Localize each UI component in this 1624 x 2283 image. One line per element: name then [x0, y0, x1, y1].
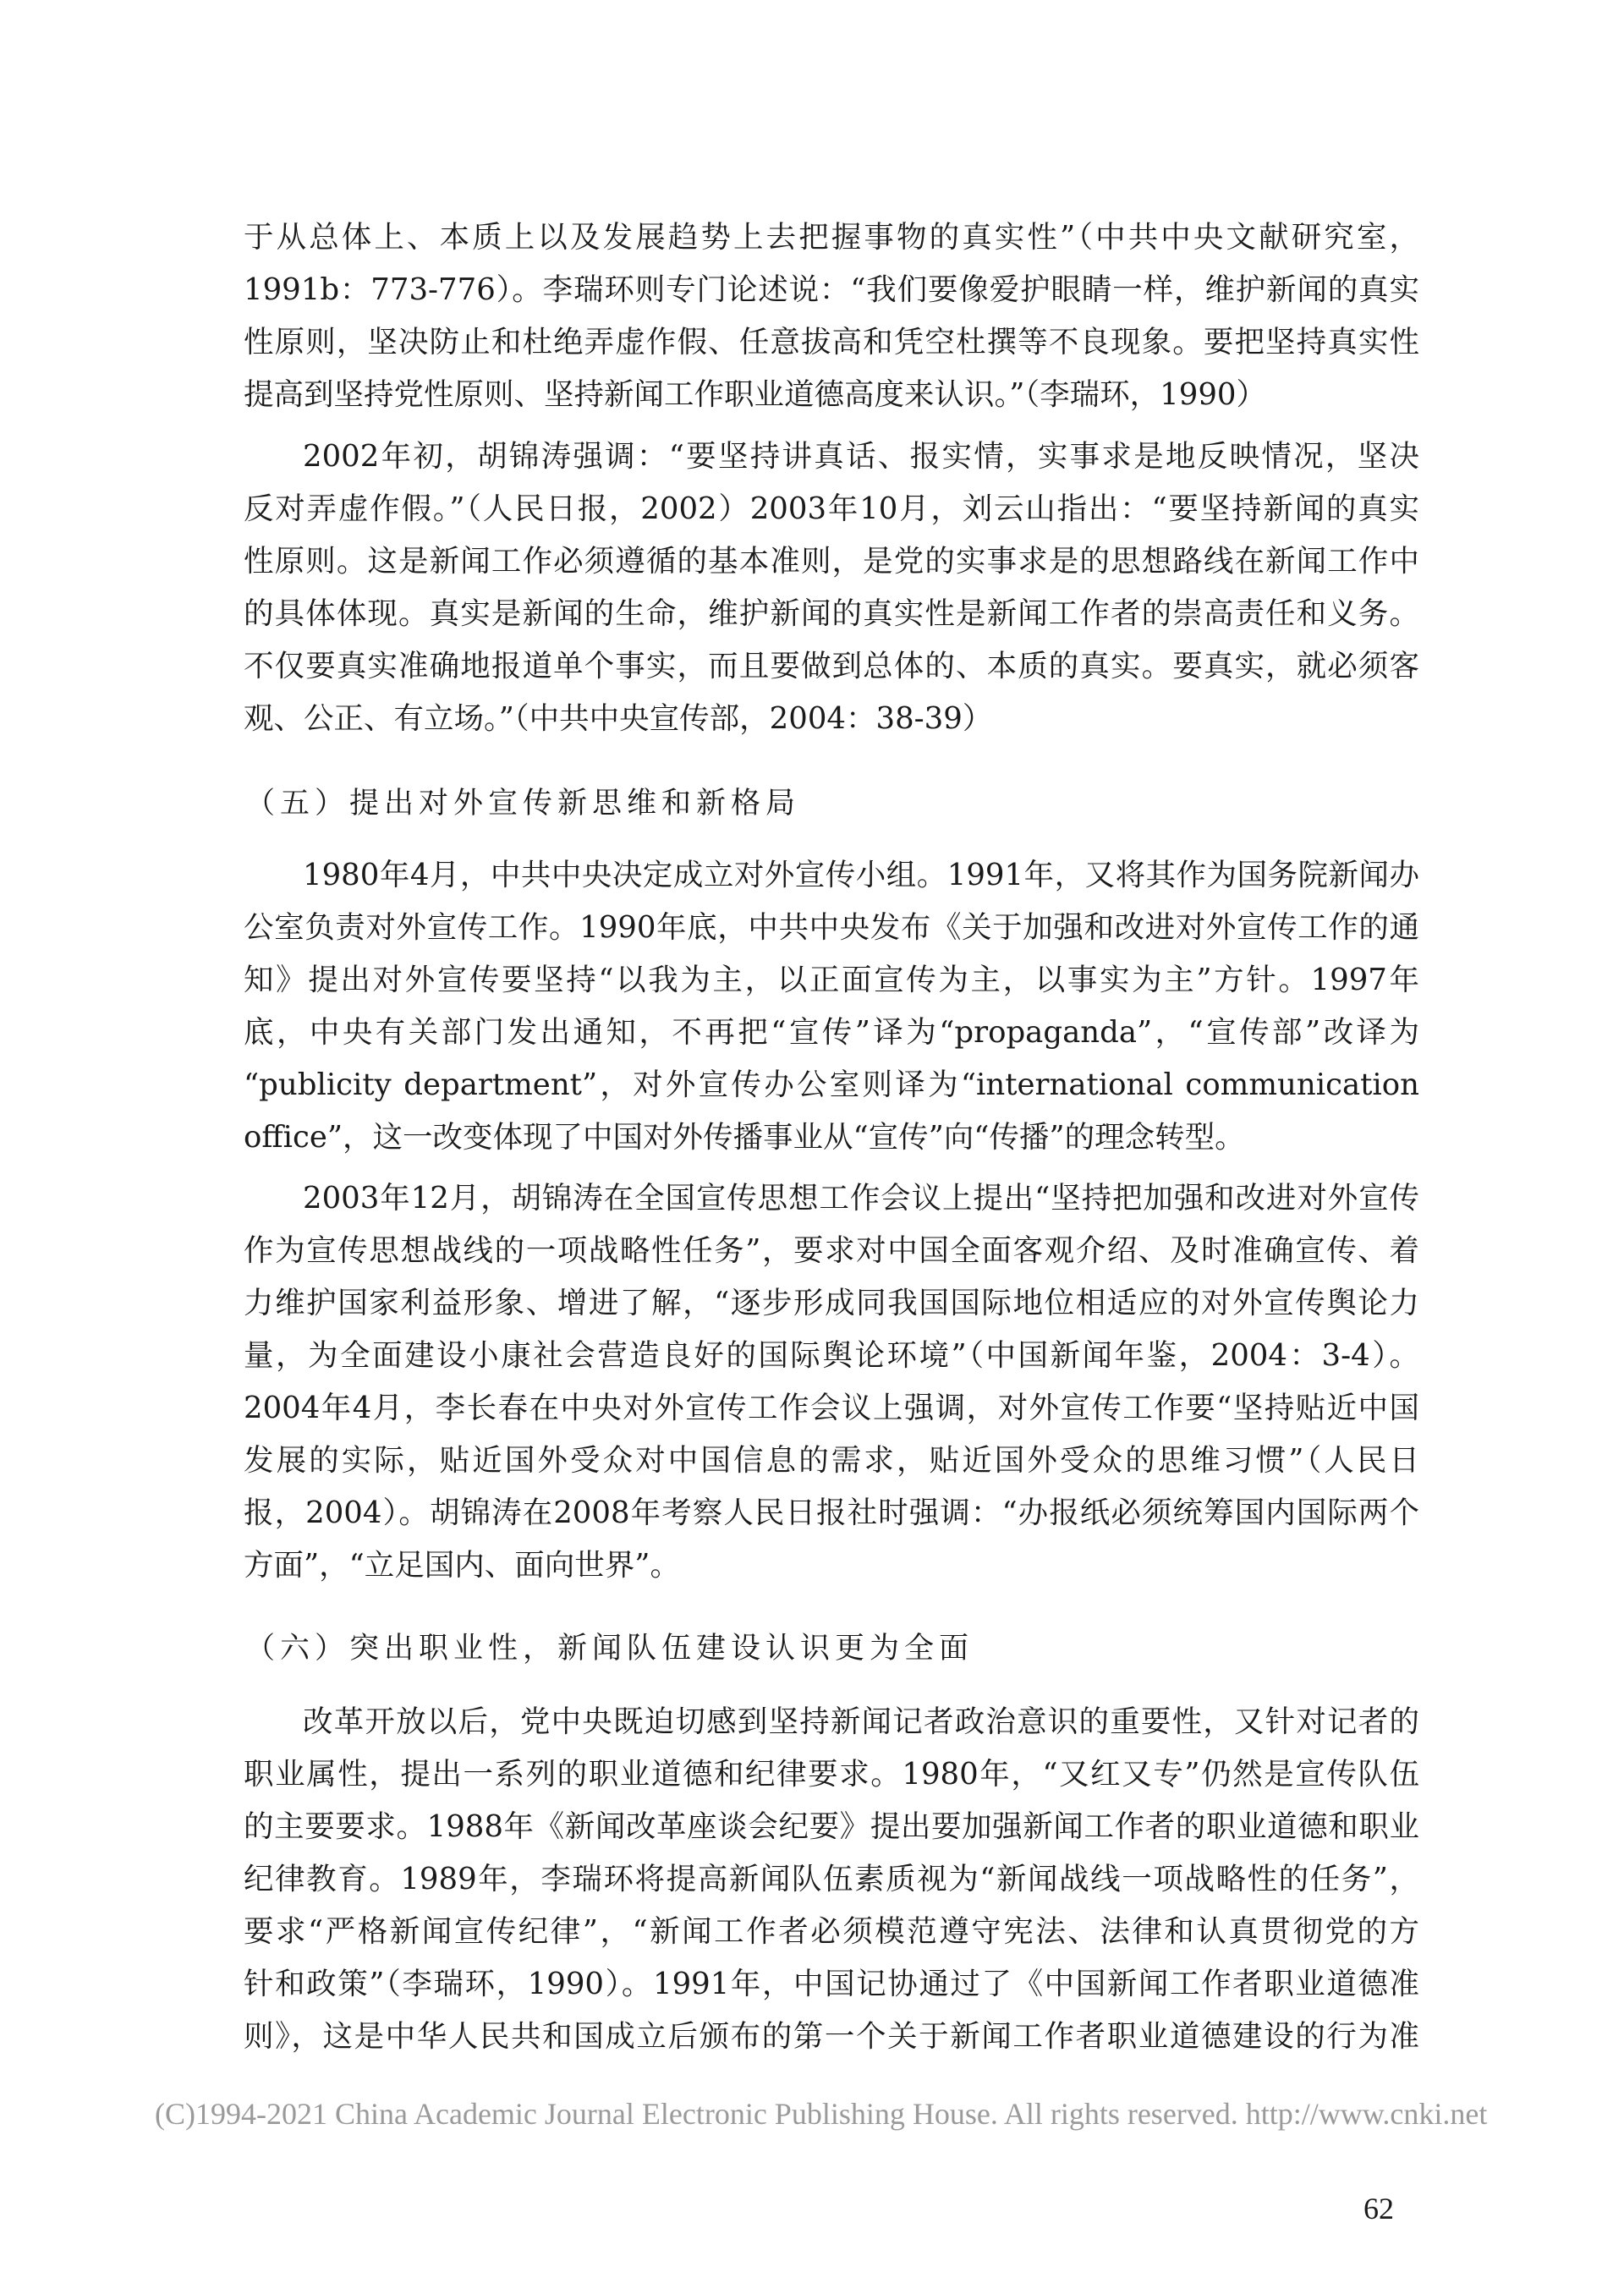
body-text-line: 针和政策”（李瑞环，1990）。1991年，中国记协通过了《中国新闻工作者职业道德准	[244, 1967, 1419, 2001]
body-text-line: office”，这一改变体现了中国对外传播事业从“宣传”向“传播”的理念转型。	[244, 1120, 1245, 1155]
body-text-line: 的主要要求。1988年《新闻改革座谈会纪要》提出要加强新闻工作者的职业道德和职业	[244, 1809, 1419, 1844]
body-text-line: “publicity department”，对外宣传办公室则译为“international communication	[244, 1067, 1419, 1102]
body-text-line: 性原则。这是新闻工作必须遵循的基本准则，是党的实事求是的思想路线在新闻工作中	[244, 544, 1419, 579]
body-text-line: 方面”，“立足国内、面向世界”。	[244, 1548, 680, 1583]
paragraph-first-line: 改革开放以后，党中央既迫切感到坚持新闻记者政治意识的重要性，又针对记者的	[303, 1704, 1419, 1739]
body-text-line: 量，为全面建设小康社会营造良好的国际舆论环境”（中国新闻年鉴，2004：3-4）。	[244, 1338, 1419, 1373]
body-text-line: 的具体体现。真实是新闻的生命，维护新闻的真实性是新闻工作者的崇高责任和义务。	[244, 596, 1419, 631]
body-text-line: 2004年4月，李长春在中央对外宣传工作会议上强调，对外宣传工作要“坚持贴近中国	[244, 1391, 1419, 1425]
body-text-line: 要求“严格新闻宣传纪律”，“新闻工作者必须模范遵守宪法、法律和认真贯彻党的方	[244, 1914, 1419, 1949]
paragraph-first-line: 1980年4月，中共中央决定成立对外宣传小组。1991年，又将其作为国务院新闻办	[303, 858, 1419, 892]
body-text-line: 观、公正、有立场。”（中共中央宣传部，2004：38-39）	[244, 701, 993, 736]
body-text-line: 发展的实际，贴近国外受众对中国信息的需求，贴近国外受众的思维习惯”（人民日	[244, 1443, 1419, 1478]
page-number: 62	[1363, 2192, 1394, 2225]
body-text-line: 报，2004）。胡锦涛在2008年考察人民日报社时强调：“办报纸必须统筹国内国际两个	[244, 1495, 1419, 1530]
body-text-line: 反对弄虚作假。”（人民日报，2002）2003年10月，刘云山指出：“要坚持新闻的真实	[244, 491, 1419, 526]
body-text-line: 不仅要真实准确地报道单个事实，而且要做到总体的、本质的真实。要真实，就必须客	[244, 649, 1419, 683]
body-text-line: 纪律教育。1989年，李瑞环将提高新闻队伍素质视为“新闻战线一项战略性的任务”，	[244, 1862, 1419, 1896]
body-text-line: 公室负责对外宣传工作。1990年底，中共中央发布《关于加强和改进对外宣传工作的通	[244, 910, 1419, 945]
body-text-line: 职业属性，提出一系列的职业道德和纪律要求。1980年，“又红又专”仍然是宣传队伍	[244, 1757, 1419, 1792]
body-text-line: 作为宣传思想战线的一项战略性任务”，要求对中国全面客观介绍、及时准确宣传、着	[244, 1233, 1419, 1268]
section-heading: （六）突出职业性，新闻队伍建设认识更为全面	[245, 1632, 974, 1666]
body-text-line: 则》，这是中华人民共和国成立后颁布的第一个关于新闻工作者职业道德建设的行为准	[244, 2019, 1419, 2054]
body-text-line: 性原则，坚决防止和杜绝弄虚作假、任意拔高和凭空杜撰等不良现象。要把坚持真实性	[244, 325, 1419, 359]
section-heading: （五）提出对外宣传新思维和新格局	[245, 787, 801, 820]
body-text-line: 力维护国家利益形象、增进了解，“逐步形成同我国国际地位相适应的对外宣传舆论力	[244, 1286, 1419, 1320]
copyright-footer: (C)1994-2021 China Academic Journal Electronic Publishing House. All rights reserved. http://www.cnki.net	[155, 2097, 1488, 2131]
body-text-line: 提高到坚持党性原则、坚持新闻工作职业道德高度来认识。”（李瑞环，1990）	[244, 377, 1266, 412]
paragraph-first-line: 2003年12月，胡锦涛在全国宣传思想工作会议上提出“坚持把加强和改进对外宣传	[303, 1181, 1419, 1216]
body-text-line: 知》提出对外宣传要坚持“以我为主，以正面宣传为主，以事实为主”方针。1997年	[244, 963, 1419, 997]
body-text-line: 1991b：773-776）。李瑞环则专门论述说：“我们要像爱护眼睛一样，维护新闻的真实	[244, 272, 1419, 307]
body-text-line: 底，中央有关部门发出通知，不再把“宣传”译为“propaganda”，“宣传部”改译为	[244, 1015, 1419, 1050]
paragraph-first-line: 2002年初，胡锦涛强调：“要坚持讲真话、报实情，实事求是地反映情况，坚决	[303, 439, 1419, 474]
body-text-line: 于从总体上、本质上以及发展趋势上去把握事物的真实性”（中共中央文献研究室，	[244, 220, 1419, 255]
